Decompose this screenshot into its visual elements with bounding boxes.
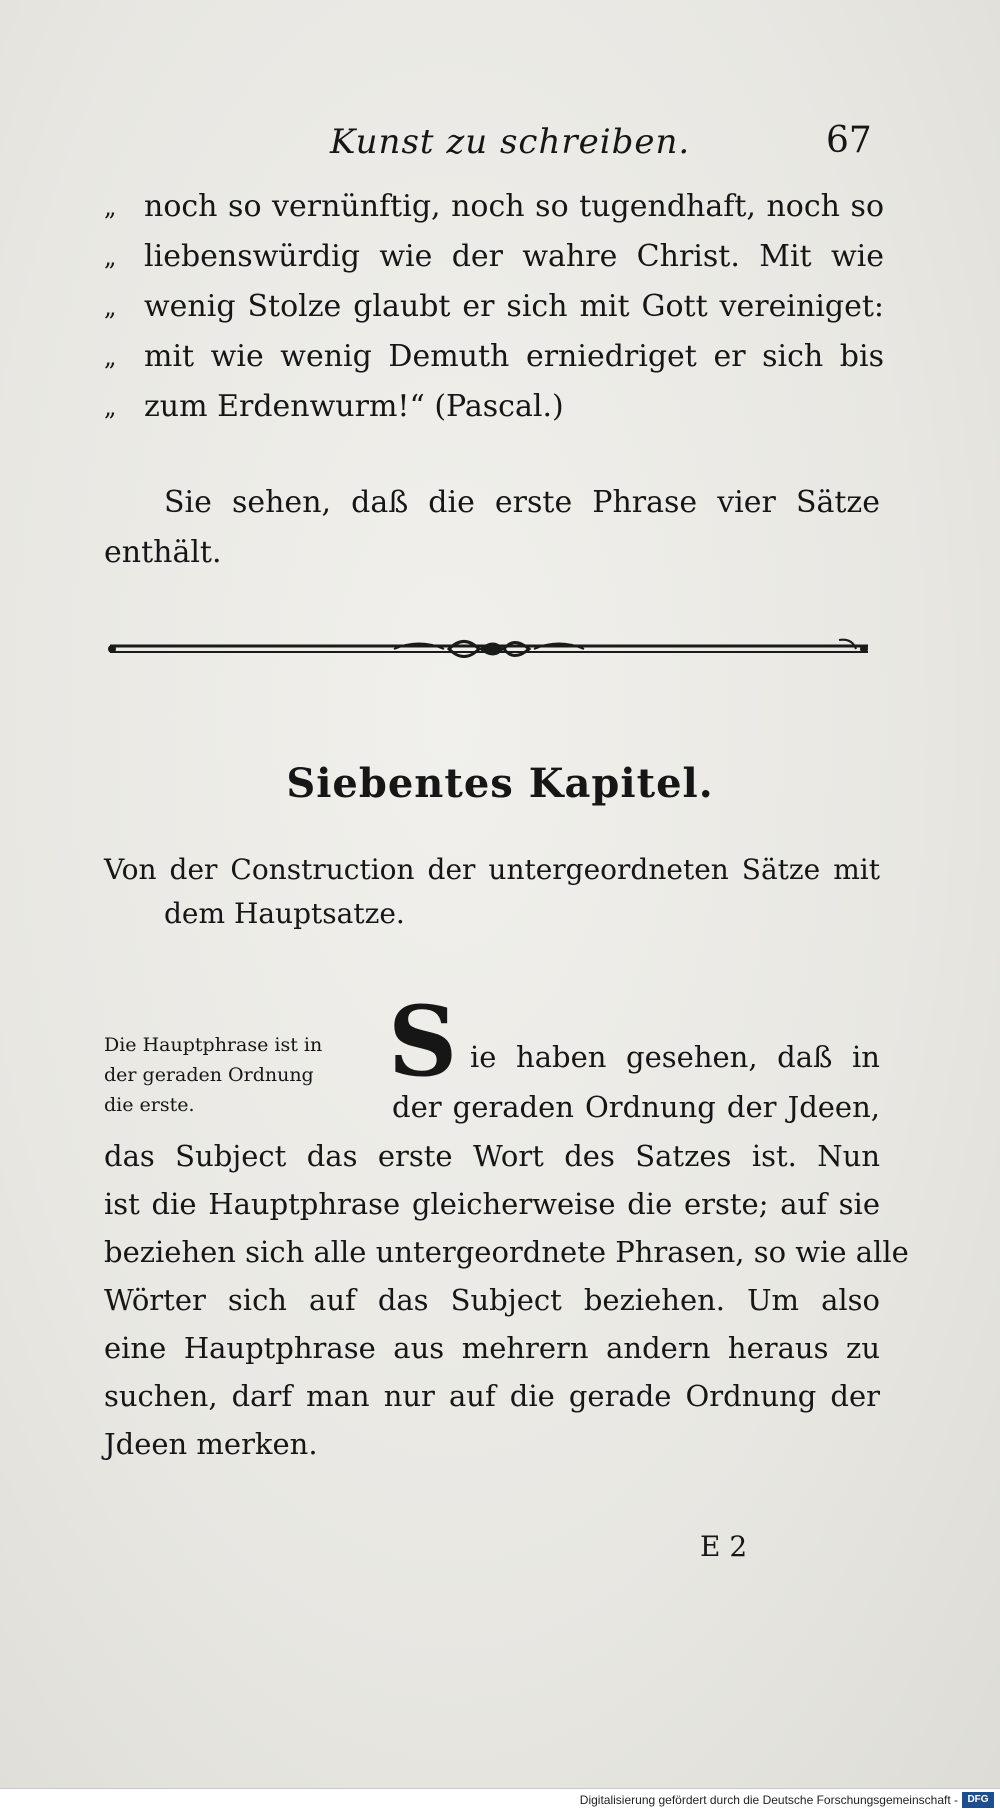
marginal-note-line: die erste. [104,1094,195,1116]
drop-cap: S [388,985,458,1098]
quotation-block [104,182,884,432]
paragraph-line: Sie sehen, daß die erste Phrase vier Sätze [164,485,880,520]
paragraph-line: enthält. [104,535,222,570]
signature-mark: E 2 [700,1530,748,1563]
digitization-footer [0,1788,1000,1812]
quote-line [104,182,884,232]
body-line: ie haben gesehen, daß in [470,1040,880,1074]
footer-text: Digitalisierung gefördert durch die Deutsche Forschungsgemeinschaft - [579,1793,958,1807]
paragraph [104,478,880,578]
body-line: das Subject das erste Wort des Satzes ist. Nun [104,1139,880,1173]
body-paragraph [104,1132,909,1468]
quote-mark: „ [104,243,117,271]
body-line: eine Hauptphrase aus mehrern andern heraus zu [104,1331,880,1365]
quote-mark: „ [104,193,117,221]
body-first-line [470,1032,880,1082]
body-line: Wörter sich auf das Subject beziehen. Um also [104,1283,880,1317]
quote-text: zum Erdenwurm!“ (Pascal.) [144,389,564,424]
quote-mark: „ [104,343,117,371]
body-line: suchen, darf man nur auf die gerade Ordnung der [104,1379,880,1413]
body-line: Jdeen merken. [104,1427,318,1461]
marginal-note [104,1030,374,1120]
chapter-subtitle [104,848,880,936]
subtitle-line: Von der Construction der untergeordneten Sätze mit [104,853,880,886]
chapter-title: Siebentes Kapitel. [286,760,714,807]
quote-text: liebenswürdig wie der wahre Christ. Mit wie [144,239,884,274]
marginal-note-line: Die Hauptphrase ist in [104,1034,323,1056]
quote-line [104,382,884,432]
quote-mark: „ [104,393,117,421]
running-title: Kunst zu schreiben. [330,122,691,162]
quote-line [104,232,884,282]
quote-text: noch so vernünftig, noch so tugendhaft, noch so [144,189,884,224]
page-number: 67 [826,120,872,161]
quote-text: mit wie wenig Demuth erniedriget er sich bis [144,339,884,374]
quote-text: wenig Stolze glaubt er sich mit Gott vereiniget: [144,289,884,324]
ornamental-rule [104,630,874,666]
quote-line [104,332,884,382]
body-line: ist die Hauptphrase gleicherweise die erste; auf sie [104,1187,880,1221]
subtitle-line: dem Hauptsatze. [164,897,405,930]
quote-line [104,282,884,332]
dfg-logo: DFG [962,1792,994,1808]
marginal-note-line: der geraden Ordnung [104,1064,314,1086]
body-line: der geraden Ordnung der Jdeen, [392,1090,880,1124]
body-line: beziehen sich alle untergeordnete Phrasen, so wie alle [104,1235,909,1269]
quote-mark: „ [104,293,117,321]
